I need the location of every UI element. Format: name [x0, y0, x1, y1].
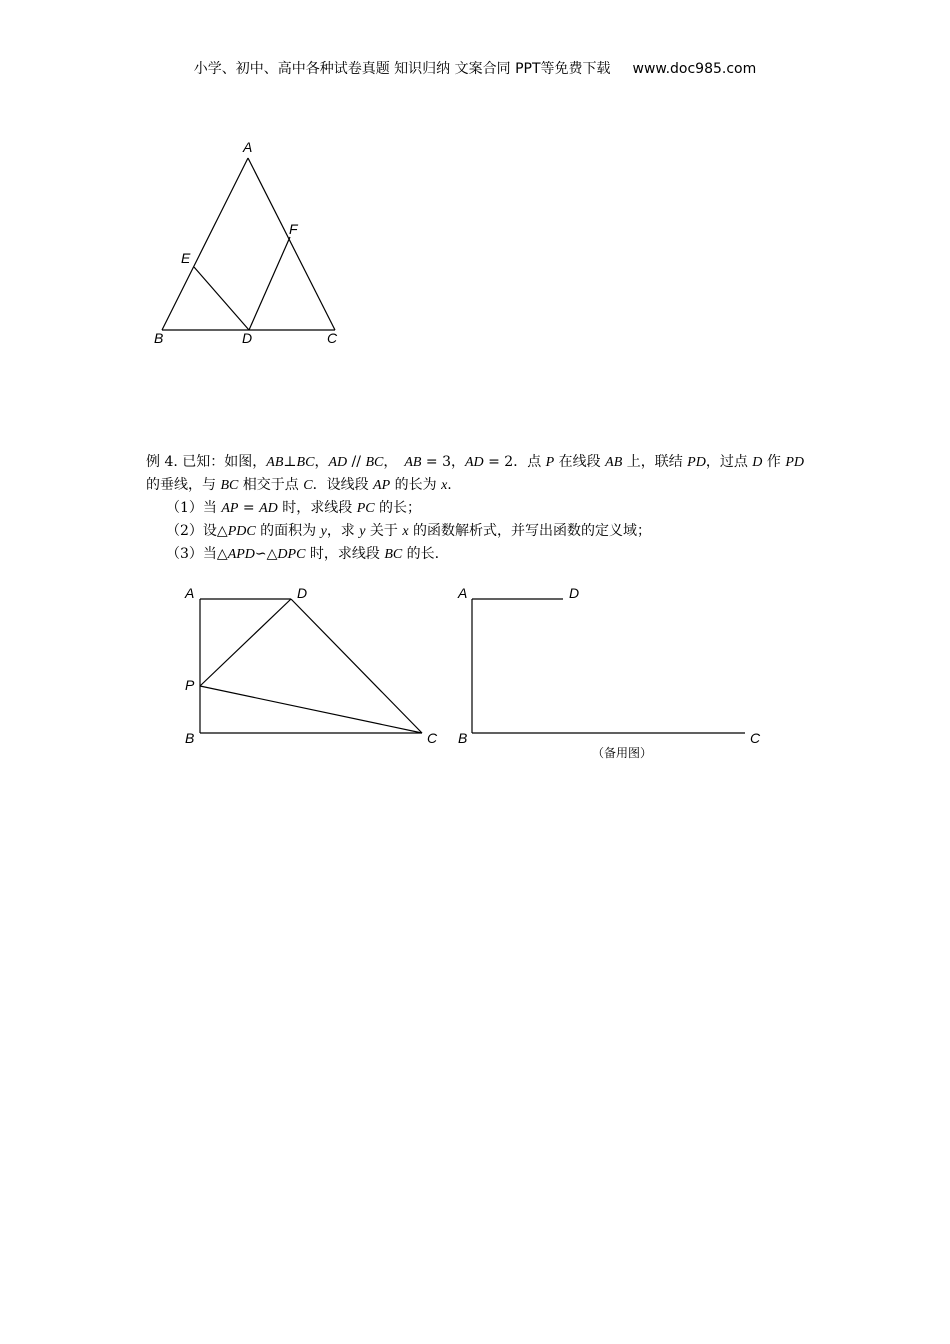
text: //	[347, 454, 366, 470]
label-c: C	[427, 730, 438, 746]
math-var: AB	[266, 455, 284, 470]
text: 的面积为	[255, 523, 321, 539]
segment-ed	[194, 267, 249, 330]
text: = 2．点	[483, 454, 546, 470]
text: 作	[762, 454, 786, 470]
text: （2）设△	[166, 523, 228, 539]
label-e: E	[181, 250, 191, 266]
math-var: BC	[296, 455, 315, 470]
text: ，求	[326, 523, 360, 539]
text: 的长为	[390, 477, 442, 493]
math-var: x	[441, 478, 448, 493]
text: ，过点	[705, 454, 753, 470]
label-a: A	[243, 139, 253, 155]
problem-intro	[146, 451, 816, 497]
text: =	[238, 500, 260, 516]
math-var: BC	[365, 455, 384, 470]
trapezoid-figure	[200, 599, 422, 733]
segment-pc	[200, 686, 422, 733]
text: ∽△	[254, 546, 278, 562]
header-site: www.doc985.com	[632, 61, 757, 77]
label-b: B	[185, 730, 195, 746]
text: 的垂线，与	[146, 477, 221, 493]
triangle-figure-labels	[154, 139, 338, 346]
question-1	[146, 497, 816, 520]
math-var: DPC	[277, 547, 306, 562]
text: 关于	[365, 523, 403, 539]
text: ，	[383, 454, 405, 470]
segment-dc	[291, 599, 422, 733]
label-a: A	[458, 585, 468, 601]
text: 时，求线段	[277, 500, 357, 516]
math-var: D	[752, 455, 763, 470]
text: 相交于点	[238, 477, 304, 493]
text: 的长.	[402, 546, 440, 562]
question-2	[146, 520, 816, 543]
segment-ab	[162, 158, 248, 330]
question-3	[146, 543, 816, 566]
math-var: AD	[465, 455, 484, 470]
math-var: AD	[259, 501, 278, 516]
header-text: 小学、初中、高中各种试卷真题 知识归纳 文案合同 PPT等免费下载	[193, 61, 611, 77]
text: ．设线段	[312, 477, 374, 493]
triangle-figure	[162, 158, 335, 330]
math-var: P	[545, 455, 555, 470]
text: （3）当△	[166, 546, 228, 562]
text: 的长；	[374, 500, 422, 516]
text: 时，求线段	[305, 546, 385, 562]
math-var: PD	[785, 455, 804, 470]
label-b: B	[458, 730, 468, 746]
label-b: B	[154, 330, 164, 346]
text: 的函数解析式，并写出函数的定义域；	[408, 523, 652, 539]
math-var: AP	[221, 501, 239, 516]
backup-figure-labels	[457, 585, 761, 760]
label-f: F	[289, 221, 298, 237]
math-var: x	[402, 524, 409, 539]
math-var: AB	[605, 455, 623, 470]
text: ，	[314, 454, 329, 470]
math-var: BC	[384, 547, 403, 562]
text: ⊥	[283, 454, 297, 470]
text: 例 4. 已知：如图，	[146, 454, 267, 470]
label-c: C	[750, 730, 761, 746]
label-d: D	[242, 330, 253, 346]
math-var: PDC	[227, 524, 256, 539]
label-d: D	[297, 585, 308, 601]
math-var: PD	[687, 455, 706, 470]
math-var: PC	[356, 501, 375, 516]
label-c: C	[327, 330, 338, 346]
label-a: A	[185, 585, 195, 601]
math-var: AD	[328, 455, 348, 470]
math-var: y	[320, 524, 327, 539]
math-var: AP	[373, 478, 391, 493]
math-var: BC	[220, 478, 239, 493]
math-var: y	[359, 524, 366, 539]
backup-figure-caption: （备用图）	[592, 746, 653, 760]
segment-pd	[200, 599, 291, 686]
text: 在线段	[554, 454, 606, 470]
problem-text	[146, 451, 816, 566]
backup-figure	[472, 599, 745, 733]
text: .	[447, 477, 452, 493]
segment-df	[249, 237, 290, 330]
math-var: C	[303, 478, 313, 493]
label-p: P	[185, 677, 195, 693]
text: 上，联结	[622, 454, 688, 470]
math-var: APD	[227, 547, 255, 562]
label-d: D	[569, 585, 580, 601]
text: = 3，	[421, 454, 465, 470]
math-var: AB	[404, 455, 422, 470]
segment-ac	[248, 158, 335, 330]
text: （1）当	[166, 500, 222, 516]
